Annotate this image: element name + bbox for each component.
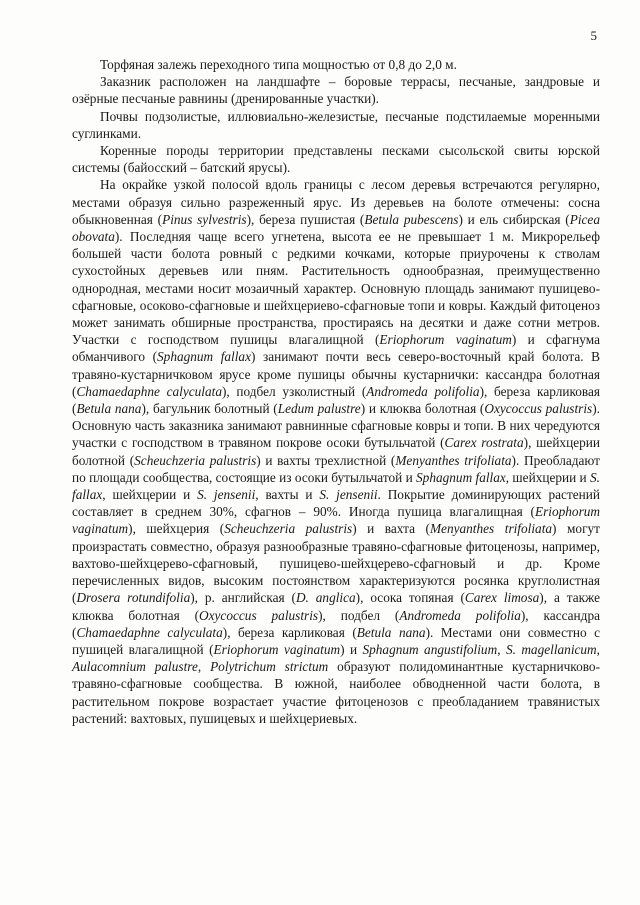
paragraph-vegetation: На окрайке узкой полосой вдоль границы с лесом деревья встречаются регулярно, местами образуя сильно разреженный ярус. Из деревьев на болоте отмечены: сосна обыкновенная (Pinus sylvestris), береза пушистая (Betula pubescens) и ель сибирская (Picea obovata). Последняя чаще всего угнетена, высота ее не превышает 1 м. Микрорельеф большей части болота ровный с редкими кочками, которые приурочены к стволам сухостойных деревьев или пням. Растительность однообразная, преимущественно однородная, местами носит мозаичный характер. Основную площадь занимают пушицево-сфагновые, осоково-сфагновые и шейхцериево-сфагновые топи и ковры. Каждый фитоценоз может занимать обширные пространства, простираясь на десятки и даже сотни метров. Участки с господством пушицы влагалищной (Eriophorum vaginatum) и сфагнума обманчивого (Sphagnum fallax) занимают почти весь северо-восточный край болота. В травяно-кустарничковом ярусе кроме пушицы обычны кустарнички: кассандра болотная (Chamaedaphne calyculata), подбел узколистный (Andromeda polifolia), береза карликовая (Betula nana), багульник болотный (Ledum palustre) и клюква болотная (Oxycoccus palustris). Основную часть заказника занимают равнинные сфагновые ковры и топи. В них чередуются участки с господством в травяном покрове осоки бутыльчатой (Carex rostrata), шейхцерии болотной (Scheuchzeria palustris) и вахты трехлистной (Menyanthes trifoliata). Преобладают по площади сообщества, состоящие из осоки бутыльчатой и Sphagnum fallax, шейхцерии и S. fallax, шейхцерии и S. jensenii, вахты и S. jensenii. Покрытие доминирующих растений составляет в среднем 30%, сфагнов – 90%. Иногда пушица влагалищная (Eriophorum vaginatum), шейхцерия (Scheuchzeria palustris) и вахта (Menyanthes trifoliata) могут произрастать совместно, образуя разнообразные травяно-сфагновые фитоценозы, например, вахтово-шейхцерево-сфагновый, пушицево-шейхцерево-сфагновый и др. Кроме перечисленных видов, высоким постоянством характеризуются росянка круглолистная (Drosera rotundifolia), р. английская (D. anglica), осока топяная (Carex limosa), а также клюква болотная (Oxycoccus palustris), подбел (Andromeda polifolia), кассандра (Chamaedaphne calyculata), береза карликовая (Betula nana). Местами они совместно с пушицей влагалищной (Eriophorum vaginatum) и Sphagnum angustifolium, S. magellanicum, Aulacomnium palustre, Polytrichum strictum образуют полидоминантные кустарничково-травяно-сфагновые сообщества. В южной, наиболее обводненной части болота, в растительном покрове возрастает участие фитоценозов с преобладанием травянистых растений: вахтовых, пушицевых и шейхцериевых.: [72, 177, 601, 726]
paragraph-bedrock: Коренные породы территории представлены песками сысольской свиты юрской системы (байосский – батский ярусы).: [72, 143, 600, 176]
body-text: [72, 56, 600, 727]
paragraph-landscape: Заказник расположен на ландшафте – боровые террасы, песчаные, зандровые и озёрные песчаные равнины (дренированные участки).: [72, 74, 600, 107]
page-number: 5: [590, 28, 597, 43]
paragraph-peat-deposit: Торфяная залежь переходного типа мощностью от 0,8 до 2,0 м.: [100, 57, 457, 72]
paragraph-soils: Почвы подзолистые, иллювиально-железистые, песчаные подстилаемые моренными суглинками.: [72, 108, 600, 141]
